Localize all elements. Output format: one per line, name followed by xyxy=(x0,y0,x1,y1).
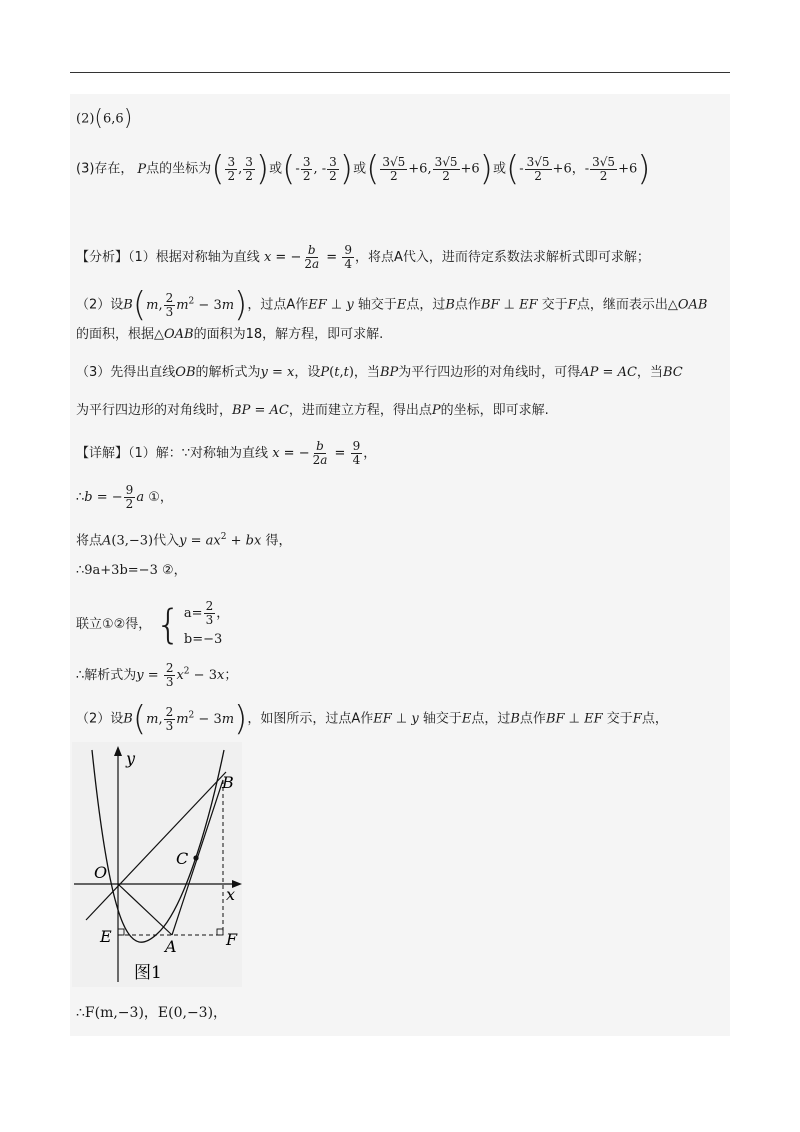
detail-line-6: ∴解析式为y = $\frac{2}{3}$ $x^2 - 3x$； xyxy=(76,661,238,689)
y-axis-arrow xyxy=(114,746,122,756)
label-c: C xyxy=(176,849,189,868)
parabola-curve xyxy=(92,750,224,942)
analysis-line-5: 为平行四边形的对角线时，BP = AC，进而建立方程，得出点P的坐标，即可求解. xyxy=(76,403,549,418)
detail-line-3: 将点A(3,−3)代入$y = ax^2$ + bx 得， xyxy=(76,532,292,549)
detail-line-5: 联立①②得， { a= $\frac{2}{3}$ ， b=−3 xyxy=(76,599,230,648)
answer-2-value: 6,6 xyxy=(103,111,124,127)
detail-line-2: ∴b = − $\frac{9}{2}$ a ①， xyxy=(76,483,173,511)
answer-3-text: 点的坐标为 xyxy=(146,161,212,177)
analysis-line-1: 【分析】（1）根据对称轴为直线 x = − $\frac{b}{2a}$ = $\frac{9}{4}$ ，将点A代入，进而待定系数法求解析式即可求解； xyxy=(76,243,650,271)
coord-4-y: $\frac{3√5}{2}$ xyxy=(592,154,616,183)
point-c xyxy=(193,855,198,860)
coord-1-x: $\frac{3}{2}$ xyxy=(227,154,236,183)
figure-caption: 图1 xyxy=(134,963,162,983)
label-b: B xyxy=(222,773,234,792)
segment-oa xyxy=(118,884,172,935)
detail-line-1: 【详解】（1）解：∵对称轴为直线 x = − $\frac{b}{2a}$ = $\frac{9}{4}$ ， xyxy=(76,439,377,467)
label-x: x xyxy=(226,885,236,904)
answer-2-label: (2) xyxy=(76,111,95,127)
label-y: y xyxy=(126,749,136,768)
answer-2: (2)(6,6) xyxy=(76,106,133,131)
coord-1-y: $\frac{3}{2}$ xyxy=(245,154,253,183)
label-a: A xyxy=(165,937,177,956)
right-angle-f xyxy=(217,929,223,935)
coord-4-x: $\frac{3√5}{2}$ xyxy=(526,154,550,183)
line-ob xyxy=(86,772,226,920)
label-o: O xyxy=(94,863,108,882)
point-p: P xyxy=(137,161,147,177)
analysis-line-4: （3）先得出直线OB的解析式为y = x，设P(t,t)，当BP为平行四边形的对角线时，可得AP = AC，当BC xyxy=(76,365,683,380)
coord-3-y: $\frac{3√5}{2}$ xyxy=(434,154,458,183)
figure-1 xyxy=(72,742,242,987)
coord-3-x: $\frac{3√5}{2}$ xyxy=(382,154,406,183)
parabola-diagram xyxy=(72,742,242,987)
right-angle-e xyxy=(118,929,124,935)
analysis-line-3: 的面积，根据△OAB的面积为18，解方程，即可求解. xyxy=(76,327,384,342)
coord-2-y: $\frac{3}{2}$ xyxy=(329,154,337,183)
top-rule xyxy=(70,72,730,73)
detail-line-7: （2）设B(m, $\frac{2}{3}$ $m^2 - 3m$)，如图所示，过点A作EF ⊥ y 轴交于E点，过B点作BF ⊥ EF 交于F点， xyxy=(76,699,668,739)
label-f: F xyxy=(226,930,238,949)
detail-line-4: ∴9a+3b=−3 ②， xyxy=(76,563,187,578)
answer-3-label: (3)存在， xyxy=(76,161,134,177)
label-e: E xyxy=(100,927,112,946)
analysis-line-2: （2）设B(m, $\frac{2}{3}$ $m^2 - 3m$)，过点A作EF ⊥ y 轴交于E点，过B点作BF ⊥ EF 交于F点，继而表示出△OAB xyxy=(76,285,708,325)
detail-line-last: ∴F(m,−3)，E(0,−3)， xyxy=(76,1005,228,1021)
coord-2-x: $\frac{3}{2}$ xyxy=(302,154,311,183)
answer-3: (3)存在， P点的坐标为( $\frac{3}{2}$ , $\frac{3}{2}$ )或(- $\frac{3}{2}$ , - $\frac{3}{2}$ )或( $\frac{3√5}{2}$ +6, $\frac{3√5}{2}$ +6)或(- $\frac{3√5}{2}$ +6，- $\frac{3√5}{2}$ +6) xyxy=(76,149,651,189)
